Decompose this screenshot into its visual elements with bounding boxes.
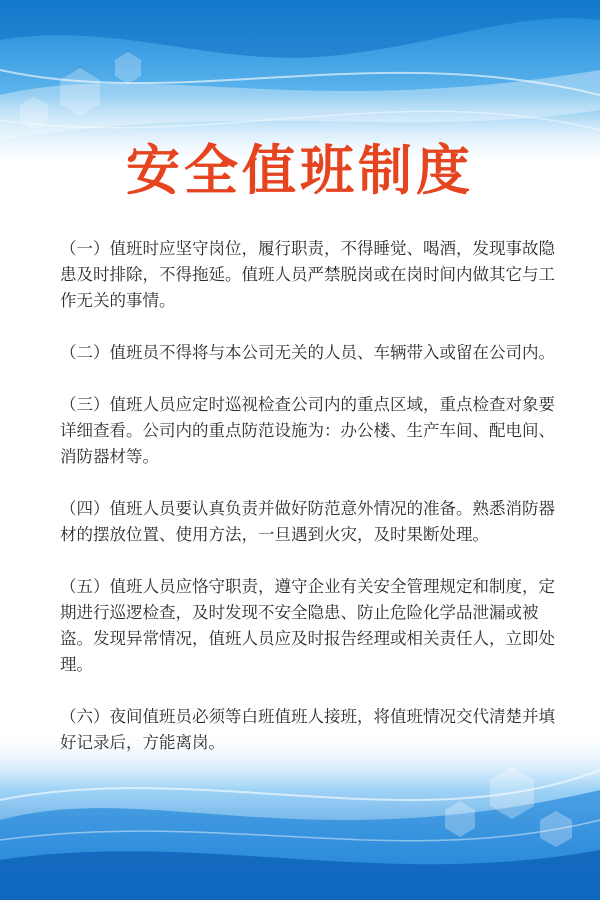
rule-item: （三）值班人员应定时巡视检查公司内的重点区域，重点检查对象要详细查看。公司内的重点防范设施为：办公楼、生产车间、配电间、消防器材等。 [60,395,555,466]
poster-title: 安全值班制度 [126,139,474,202]
rule-item: （五）值班人员应恪守职责，遵守企业有关安全管理规定和制度，定期进行巡逻检查，及时发现不安全隐患、防止危险化学品泄漏或被盗。发现异常情况，值班人员应及时报告经理或相关责任人，立即处理。 [60,577,555,674]
rule-item: （一）值班时应坚守岗位，履行职责，不得睡觉、喝酒，发现事故隐患及时排除，不得拖延。值班人员严禁脱岗或在岗时间内做其它与工作无关的事情。 [60,239,555,310]
rule-item: （二）值班员不得将与本公司无关的人员、车辆带入或留在公司内。 [60,343,555,362]
rules-list [60,236,560,782]
rule-item: （六）夜间值班员必须等白班值班人接班，将值班情况交代清楚并填好记录后，方能离岗。 [60,707,555,752]
rule-item: （四）值班人员要认真负责并做好防范意外情况的准备。熟悉消防器材的摆放位置、使用方法，一旦遇到火灾，及时果断处理。 [60,499,555,544]
